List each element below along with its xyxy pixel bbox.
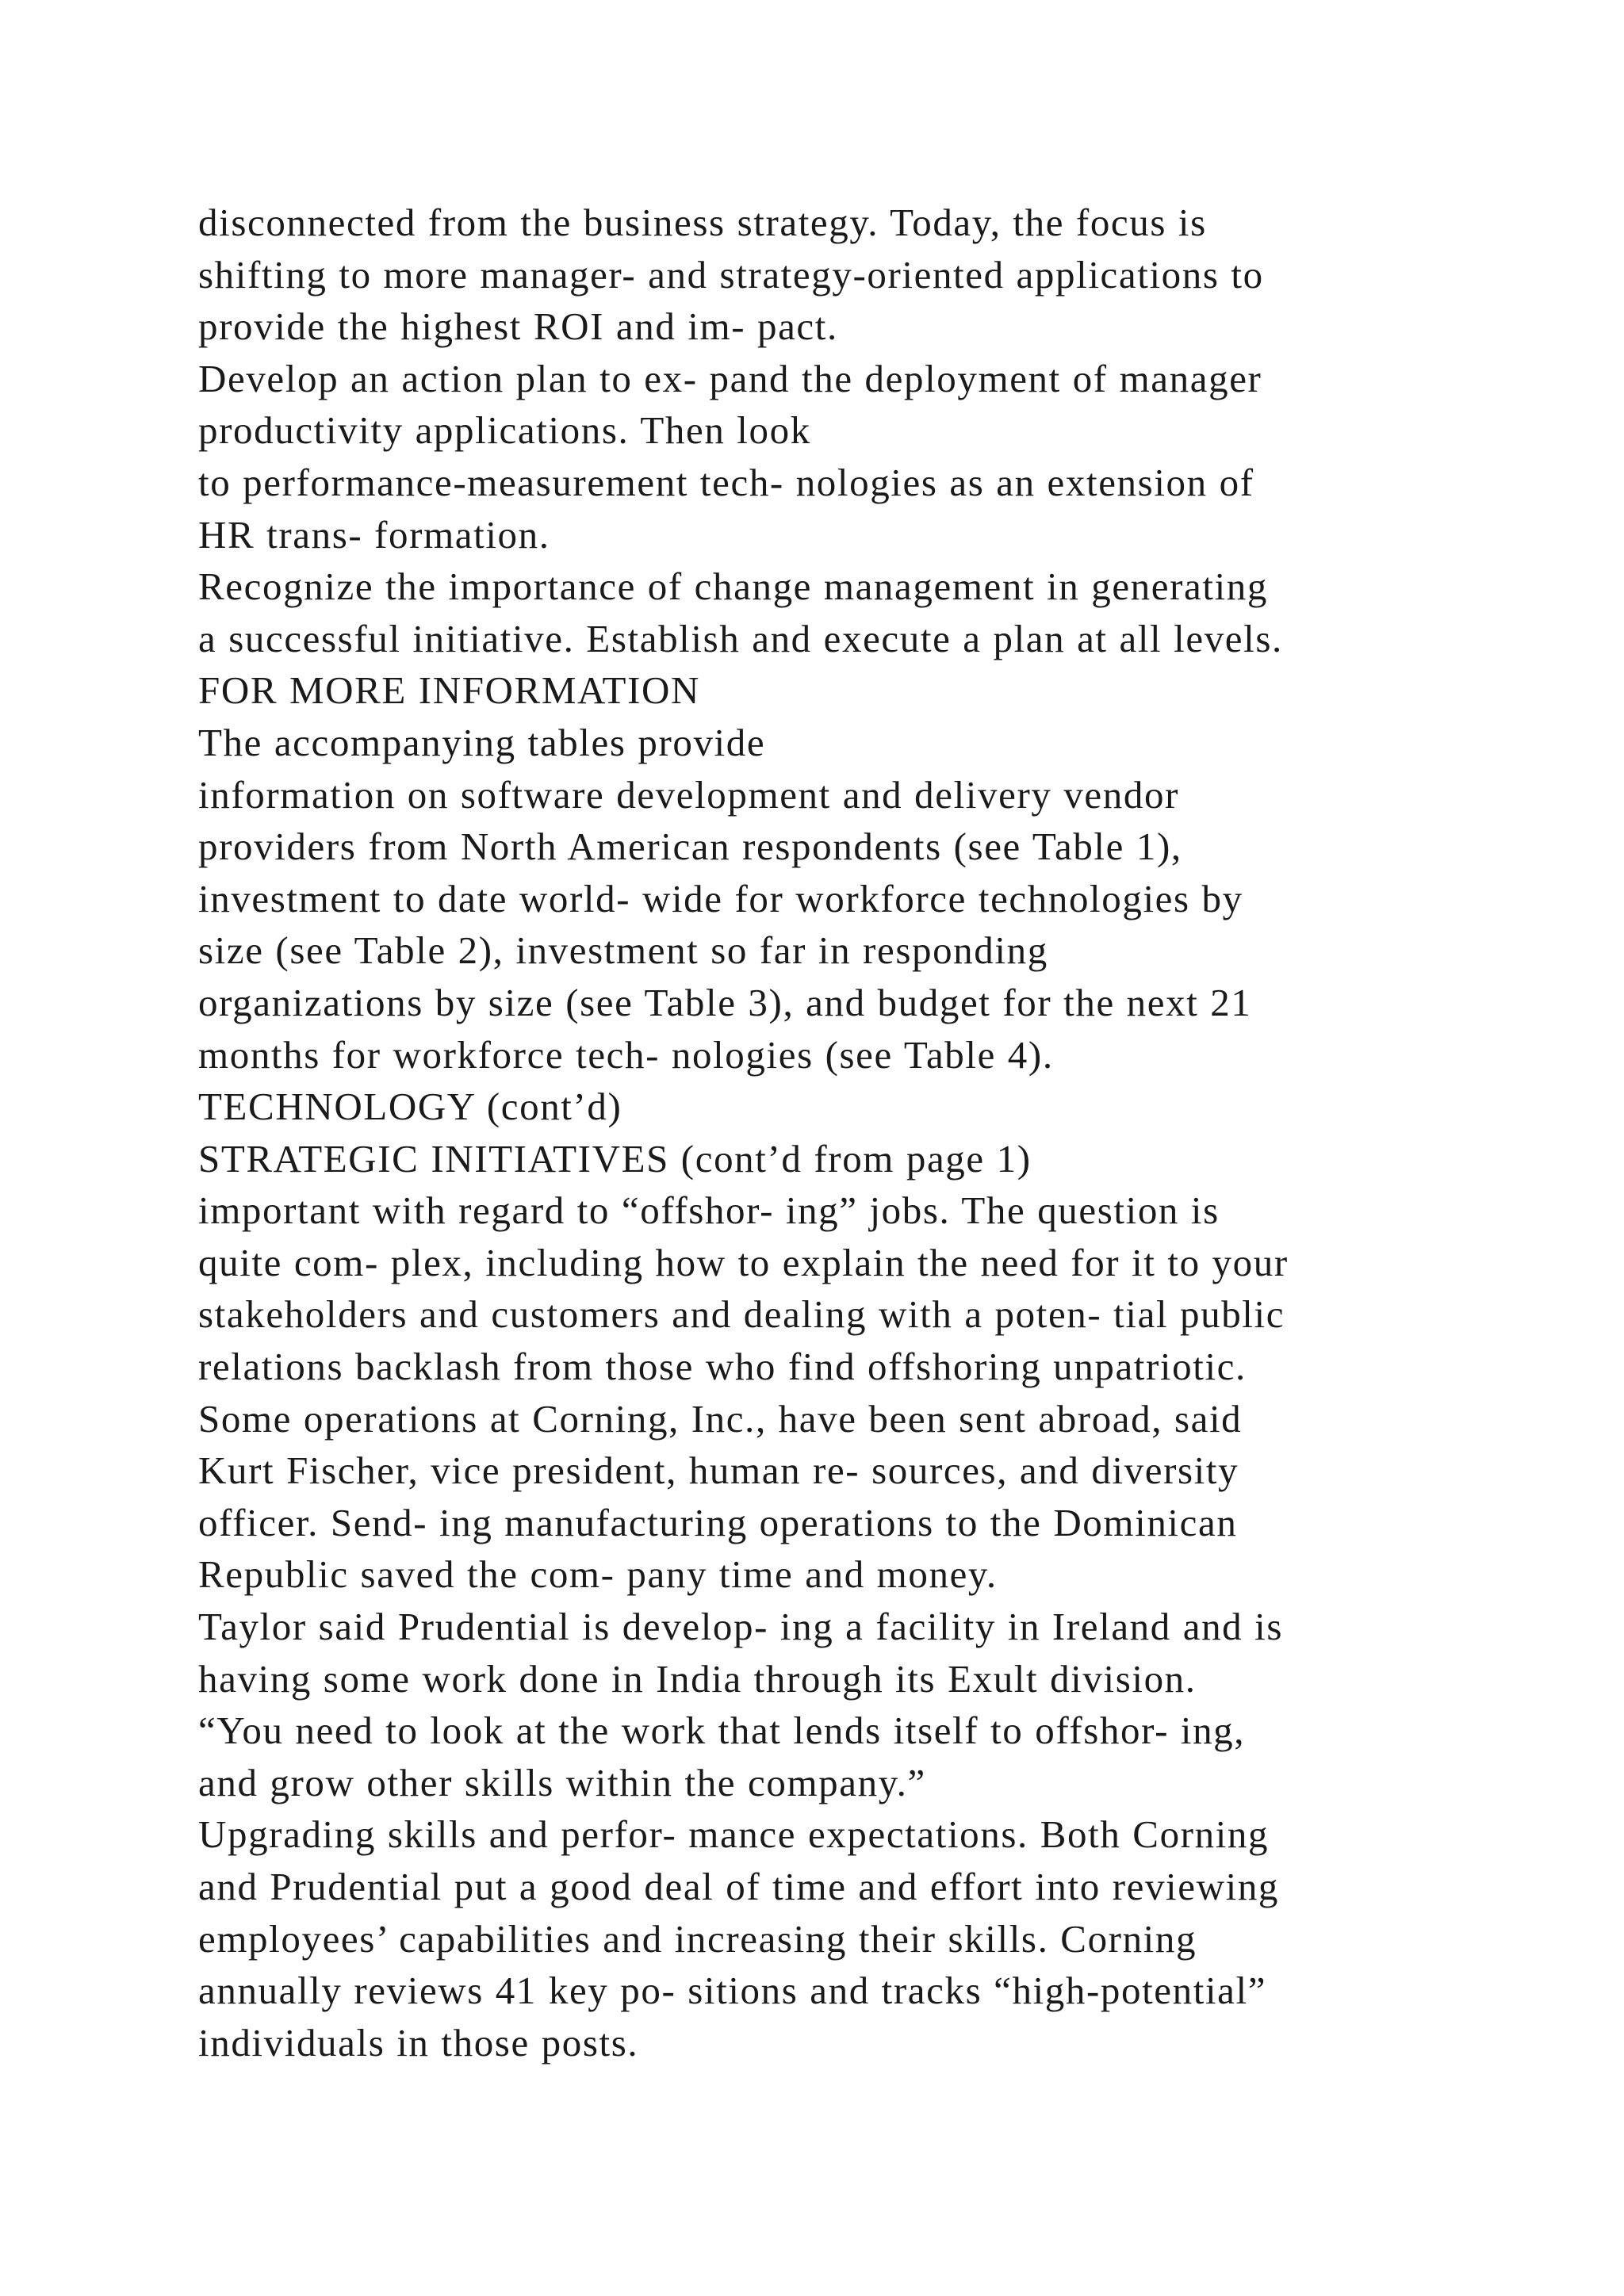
text-line: STRATEGIC INITIATIVES (cont’d from page 1) <box>198 1136 1032 1181</box>
text-line: annually reviews 41 key po- sitions and tracks “high-potential” <box>198 1969 1267 2013</box>
text-line: size (see Table 2), investment so far in responding <box>198 928 1048 973</box>
text-line: to performance-measurement tech- nologies as an extension of <box>198 460 1254 504</box>
text-line: Taylor said Prudential is develop- ing a facility in Ireland and is <box>198 1605 1284 1649</box>
text-line: relations backlash from those who find offshoring unpatriotic. <box>198 1345 1247 1389</box>
text-line: “You need to look at the work that lends itself to offshor- ing, <box>198 1709 1246 1753</box>
text-line: Develop an action plan to ex- pand the deployment of manager <box>198 356 1262 400</box>
text-line: Republic saved the com- pany time and money. <box>198 1552 998 1597</box>
text-line: important with regard to “offshor- ing” jobs. The question is <box>198 1188 1220 1233</box>
text-line: a successful initiative. Establish and execute a plan at all levels. <box>198 616 1283 660</box>
text-line: employees’ capabilities and increasing their skills. Corning <box>198 1916 1197 1961</box>
text-line: Recognize the importance of change management in generating <box>198 564 1269 609</box>
text-line: having some work done in India through its Exult division. <box>198 1656 1197 1701</box>
text-line: TECHNOLOGY (cont’d) <box>198 1085 622 1129</box>
body-text <box>198 197 1499 2068</box>
text-line: providers from North American respondents (see Table 1), <box>198 825 1182 869</box>
text-line: provide the highest ROI and im- pact. <box>198 304 838 349</box>
text-line: quite com- plex, including how to explain the need for it to your <box>198 1240 1289 1284</box>
text-line: individuals in those posts. <box>198 2020 639 2064</box>
text-line: information on software development and delivery vendor <box>198 772 1179 817</box>
text-line: months for workforce tech- nologies (see Table 4). <box>198 1032 1054 1077</box>
text-line: Kurt Fischer, vice president, human re- sources, and diversity <box>198 1448 1239 1493</box>
text-line: disconnected from the business strategy. Today, the focus is <box>198 201 1207 244</box>
text-line: and grow other skills within the company.” <box>198 1760 926 1804</box>
text-line: FOR MORE INFORMATION <box>198 668 700 713</box>
text-line: officer. Send- ing manufacturing operations to the Dominican <box>198 1500 1238 1544</box>
text-line: Upgrading skills and perfor- mance expectations. Both Corning <box>198 1812 1270 1857</box>
text-line: The accompanying tables provide <box>198 720 766 764</box>
text-line: and Prudential put a good deal of time and effort into reviewing <box>198 1865 1280 1908</box>
text-line: organizations by size (see Table 3), and budget for the next 21 <box>198 980 1252 1024</box>
text-line: productivity applications. Then look <box>198 408 811 453</box>
text-line: Some operations at Corning, Inc., have been sent abroad, said <box>198 1396 1243 1441</box>
text-line: HR trans- formation. <box>198 512 550 557</box>
text-line: investment to date world- wide for workforce technologies by <box>198 876 1243 920</box>
text-line: stakeholders and customers and dealing with a poten- tial public <box>198 1292 1285 1337</box>
text-line: shifting to more manager- and strategy-oriented applications to <box>198 252 1264 297</box>
